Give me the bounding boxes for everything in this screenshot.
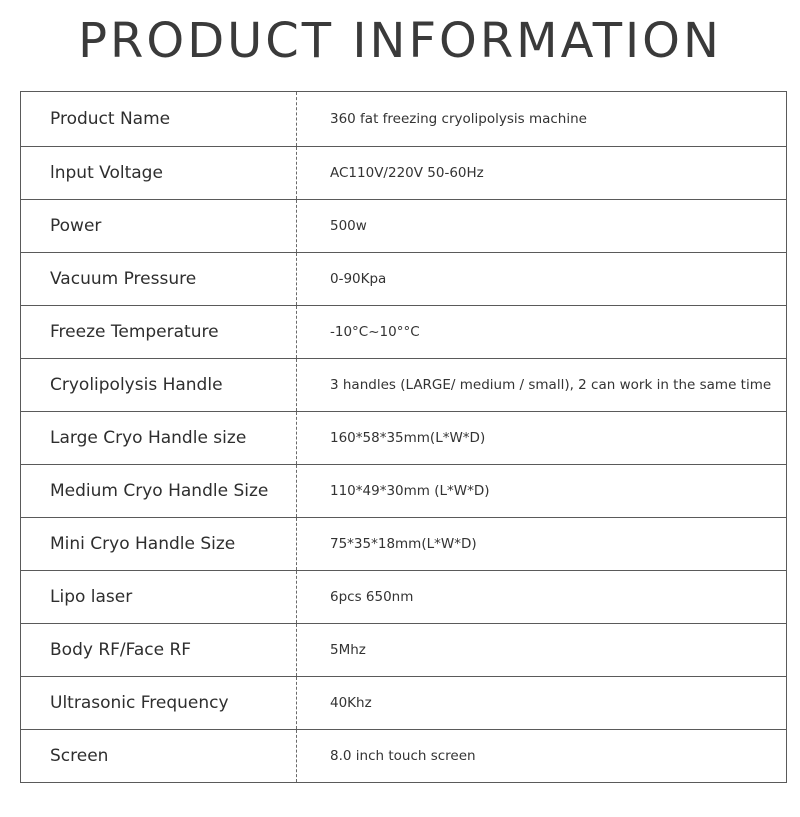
table-row: [21, 518, 787, 571]
table-row: [21, 306, 787, 359]
spec-value: 8.0 inch touch screen: [297, 730, 787, 783]
table-row: [21, 359, 787, 412]
spec-label: Lipo laser: [21, 571, 297, 624]
spec-label: Ultrasonic Frequency: [21, 677, 297, 730]
spec-label: Screen: [21, 730, 297, 783]
table-row: [21, 730, 787, 783]
spec-value: 3 handles (LARGE/ medium / small), 2 can work in the same time: [297, 359, 787, 412]
spec-value: 110*49*30mm (L*W*D): [297, 465, 787, 518]
spec-label: Product Name: [21, 92, 297, 147]
spec-value: 5Mhz: [297, 624, 787, 677]
spec-value: 0-90Kpa: [297, 253, 787, 306]
spec-value: 75*35*18mm(L*W*D): [297, 518, 787, 571]
table-row: [21, 677, 787, 730]
table-row: [21, 412, 787, 465]
spec-label: Body RF/Face RF: [21, 624, 297, 677]
spec-label: Large Cryo Handle size: [21, 412, 297, 465]
product-spec-table: [20, 91, 787, 783]
table-row: [21, 571, 787, 624]
table-row: [21, 465, 787, 518]
spec-label: Power: [21, 200, 297, 253]
spec-value: 6pcs 650nm: [297, 571, 787, 624]
spec-label: lnput Voltage: [21, 147, 297, 200]
table-row: [21, 624, 787, 677]
table-row: [21, 253, 787, 306]
spec-value: 360 fat freezing cryolipolysis machine: [297, 92, 787, 147]
table-row: [21, 92, 787, 147]
table-row: [21, 200, 787, 253]
page-title: PRODUCT INFORMATION: [78, 13, 722, 69]
spec-label: Vacuum Pressure: [21, 253, 297, 306]
spec-label: Freeze Temperature: [21, 306, 297, 359]
spec-value: AC110V/220V 50-60Hz: [297, 147, 787, 200]
spec-value: 40Khz: [297, 677, 787, 730]
spec-label: Cryolipolysis Handle: [21, 359, 297, 412]
spec-label: Medium Cryo Handle Size: [21, 465, 297, 518]
spec-value: 500w: [297, 200, 787, 253]
spec-value: 160*58*35mm(L*W*D): [297, 412, 787, 465]
spec-label: Mini Cryo Handle Size: [21, 518, 297, 571]
table-row: [21, 147, 787, 200]
spec-value: -10°C~10°°C: [297, 306, 787, 359]
